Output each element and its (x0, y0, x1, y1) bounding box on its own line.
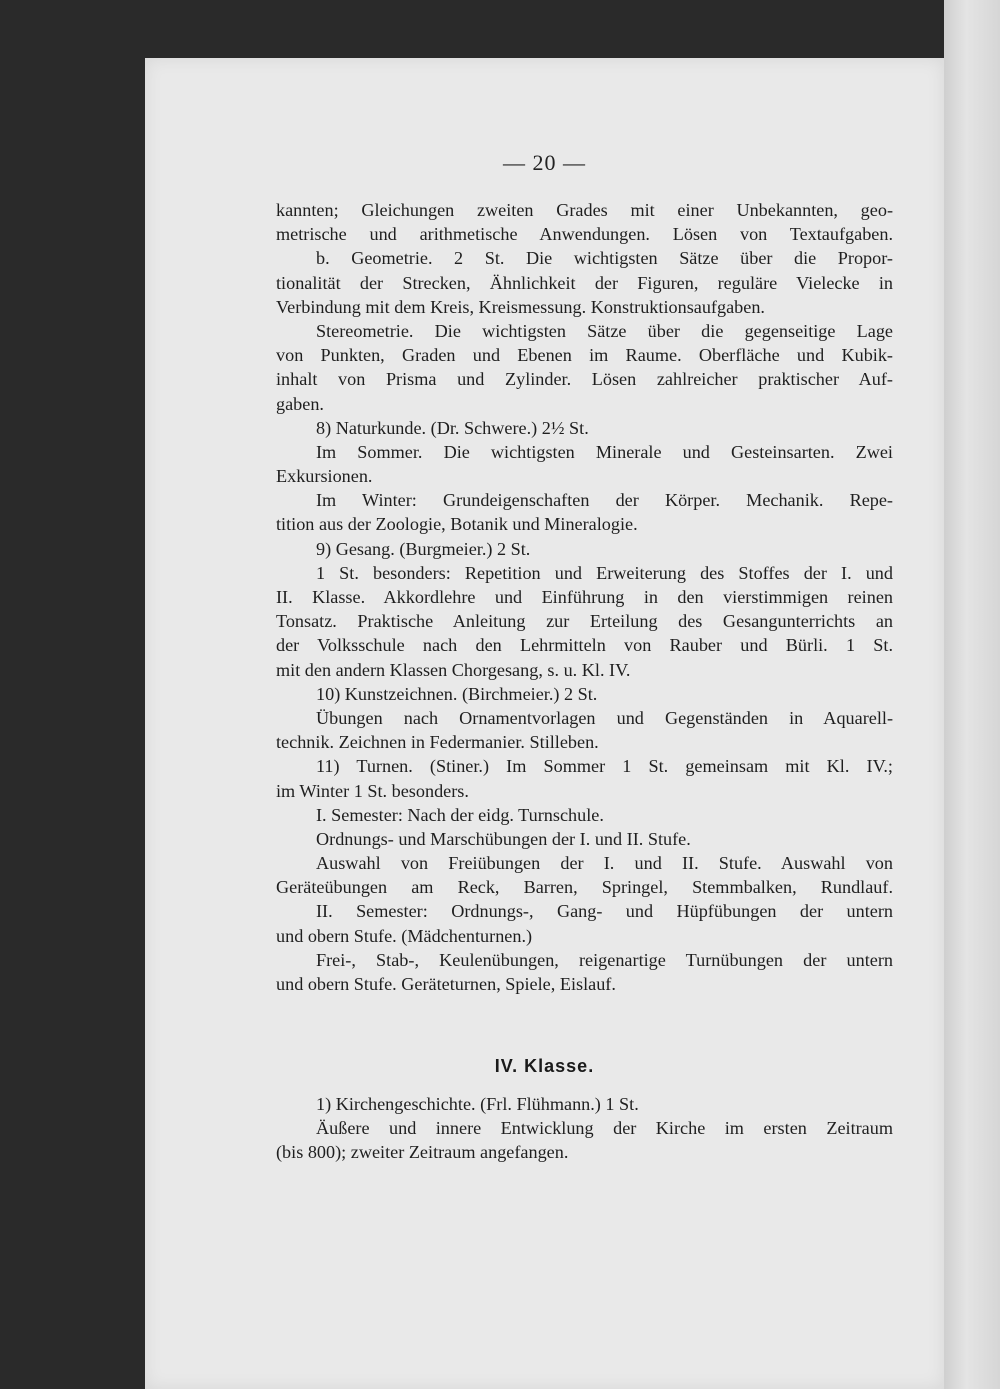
text-line: Frei-, Stab-, Keulenübungen, reigenartige Turnübungen der untern (316, 949, 893, 970)
text-line: Geräteübungen am Reck, Barren, Springel, Stemmbalken, Rundlauf. (276, 877, 893, 898)
document-page (145, 58, 944, 1389)
section-text (276, 1092, 893, 1165)
text-line: 10) Kunstzeichnen. (Birchmeier.) 2 St. (316, 683, 598, 704)
text-line: Ordnungs- und Marschübungen der I. und II. Stufe. (316, 828, 691, 849)
text-line: 11) Turnen. (Stiner.) Im Sommer 1 St. gemeinsam mit Kl. IV.; (316, 756, 893, 777)
text-line: im Winter 1 St. besonders. (276, 780, 469, 801)
text-line: 1 St. besonders: Repetition und Erweiterung des Stoffes der I. und (316, 562, 893, 583)
text-line: Im Winter: Grundeigenschaften der Körper. Mechanik. Repe- (316, 490, 893, 511)
text-line: mit den andern Klassen Chorgesang, s. u. Kl. IV. (276, 659, 631, 680)
text-line: Verbindung mit dem Kreis, Kreismessung. Konstruktionsaufgaben. (276, 296, 765, 317)
text-line: von Punkten, Graden und Ebenen im Raume. Oberfläche und Kubik- (276, 345, 893, 366)
text-line: kannten; Gleichungen zweiten Grades mit einer Unbekannten, geo- (276, 200, 893, 220)
text-line: 8) Naturkunde. (Dr. Schwere.) 2½ St. (316, 417, 589, 438)
page-number: — 20 — (503, 150, 586, 175)
text-line: (bis 800); zweiter Zeitraum angefangen. (276, 1142, 569, 1163)
body-text (276, 198, 893, 996)
text-line: inhalt von Prisma und Zylinder. Lösen zahlreicher praktischer Auf- (276, 369, 893, 390)
text-line: Exkursionen. (276, 466, 373, 487)
text-line: und obern Stufe. Geräteturnen, Spiele, Eislauf. (276, 974, 616, 994)
text-line: Tonsatz. Praktische Anleitung zur Erteilung des Gesangunterrichts an (276, 611, 893, 632)
text-line: Übungen nach Ornamentvorlagen und Gegenständen in Aquarell- (316, 707, 893, 728)
text-line: 1) Kirchengeschichte. (Frl. Flühmann.) 1 St. (316, 1094, 639, 1114)
text-line: tionalität der Strecken, Ähnlichkeit der Figuren, reguläre Vielecke in (276, 272, 893, 293)
text-line: II. Klasse. Akkordlehre und Einführung in den vierstimmigen reinen (276, 587, 893, 607)
text-line: b. Geometrie. 2 St. Die wichtigsten Sätze über die Propor- (316, 248, 893, 269)
text-line: und obern Stufe. (Mädchenturnen.) (276, 925, 533, 946)
text-line: Im Sommer. Die wichtigsten Minerale und Gesteinsarten. Zwei (316, 441, 893, 462)
text-line: metrische und arithmetische Anwendungen. Lösen von Textaufgaben. (276, 224, 893, 245)
text-line: technik. Zeichnen in Federmanier. Stilleben. (276, 732, 599, 753)
text-line: der Volksschule nach den Lehrmitteln von Rauber und Bürli. 1 St. (276, 635, 893, 656)
adjacent-page-edge (944, 0, 1000, 1389)
text-line: II. Semester: Ordnungs-, Gang- und Hüpfübungen der untern (316, 901, 893, 922)
text-line: I. Semester: Nach der eidg. Turnschule. (316, 804, 604, 825)
text-line: Stereometrie. Die wichtigsten Sätze über die gegenseitige Lage (316, 320, 893, 341)
text-line: gaben. (276, 393, 324, 414)
text-line: Auswahl von Freiübungen der I. und II. Stufe. Auswahl von (316, 853, 893, 874)
text-line: Äußere und innere Entwicklung der Kirche im ersten Zeitraum (316, 1118, 893, 1139)
text-line: tition aus der Zoologie, Botanik und Mineralogie. (276, 514, 638, 535)
text-line: 9) Gesang. (Burgmeier.) 2 St. (316, 538, 531, 559)
section-heading: IV. Klasse. (494, 1056, 595, 1076)
